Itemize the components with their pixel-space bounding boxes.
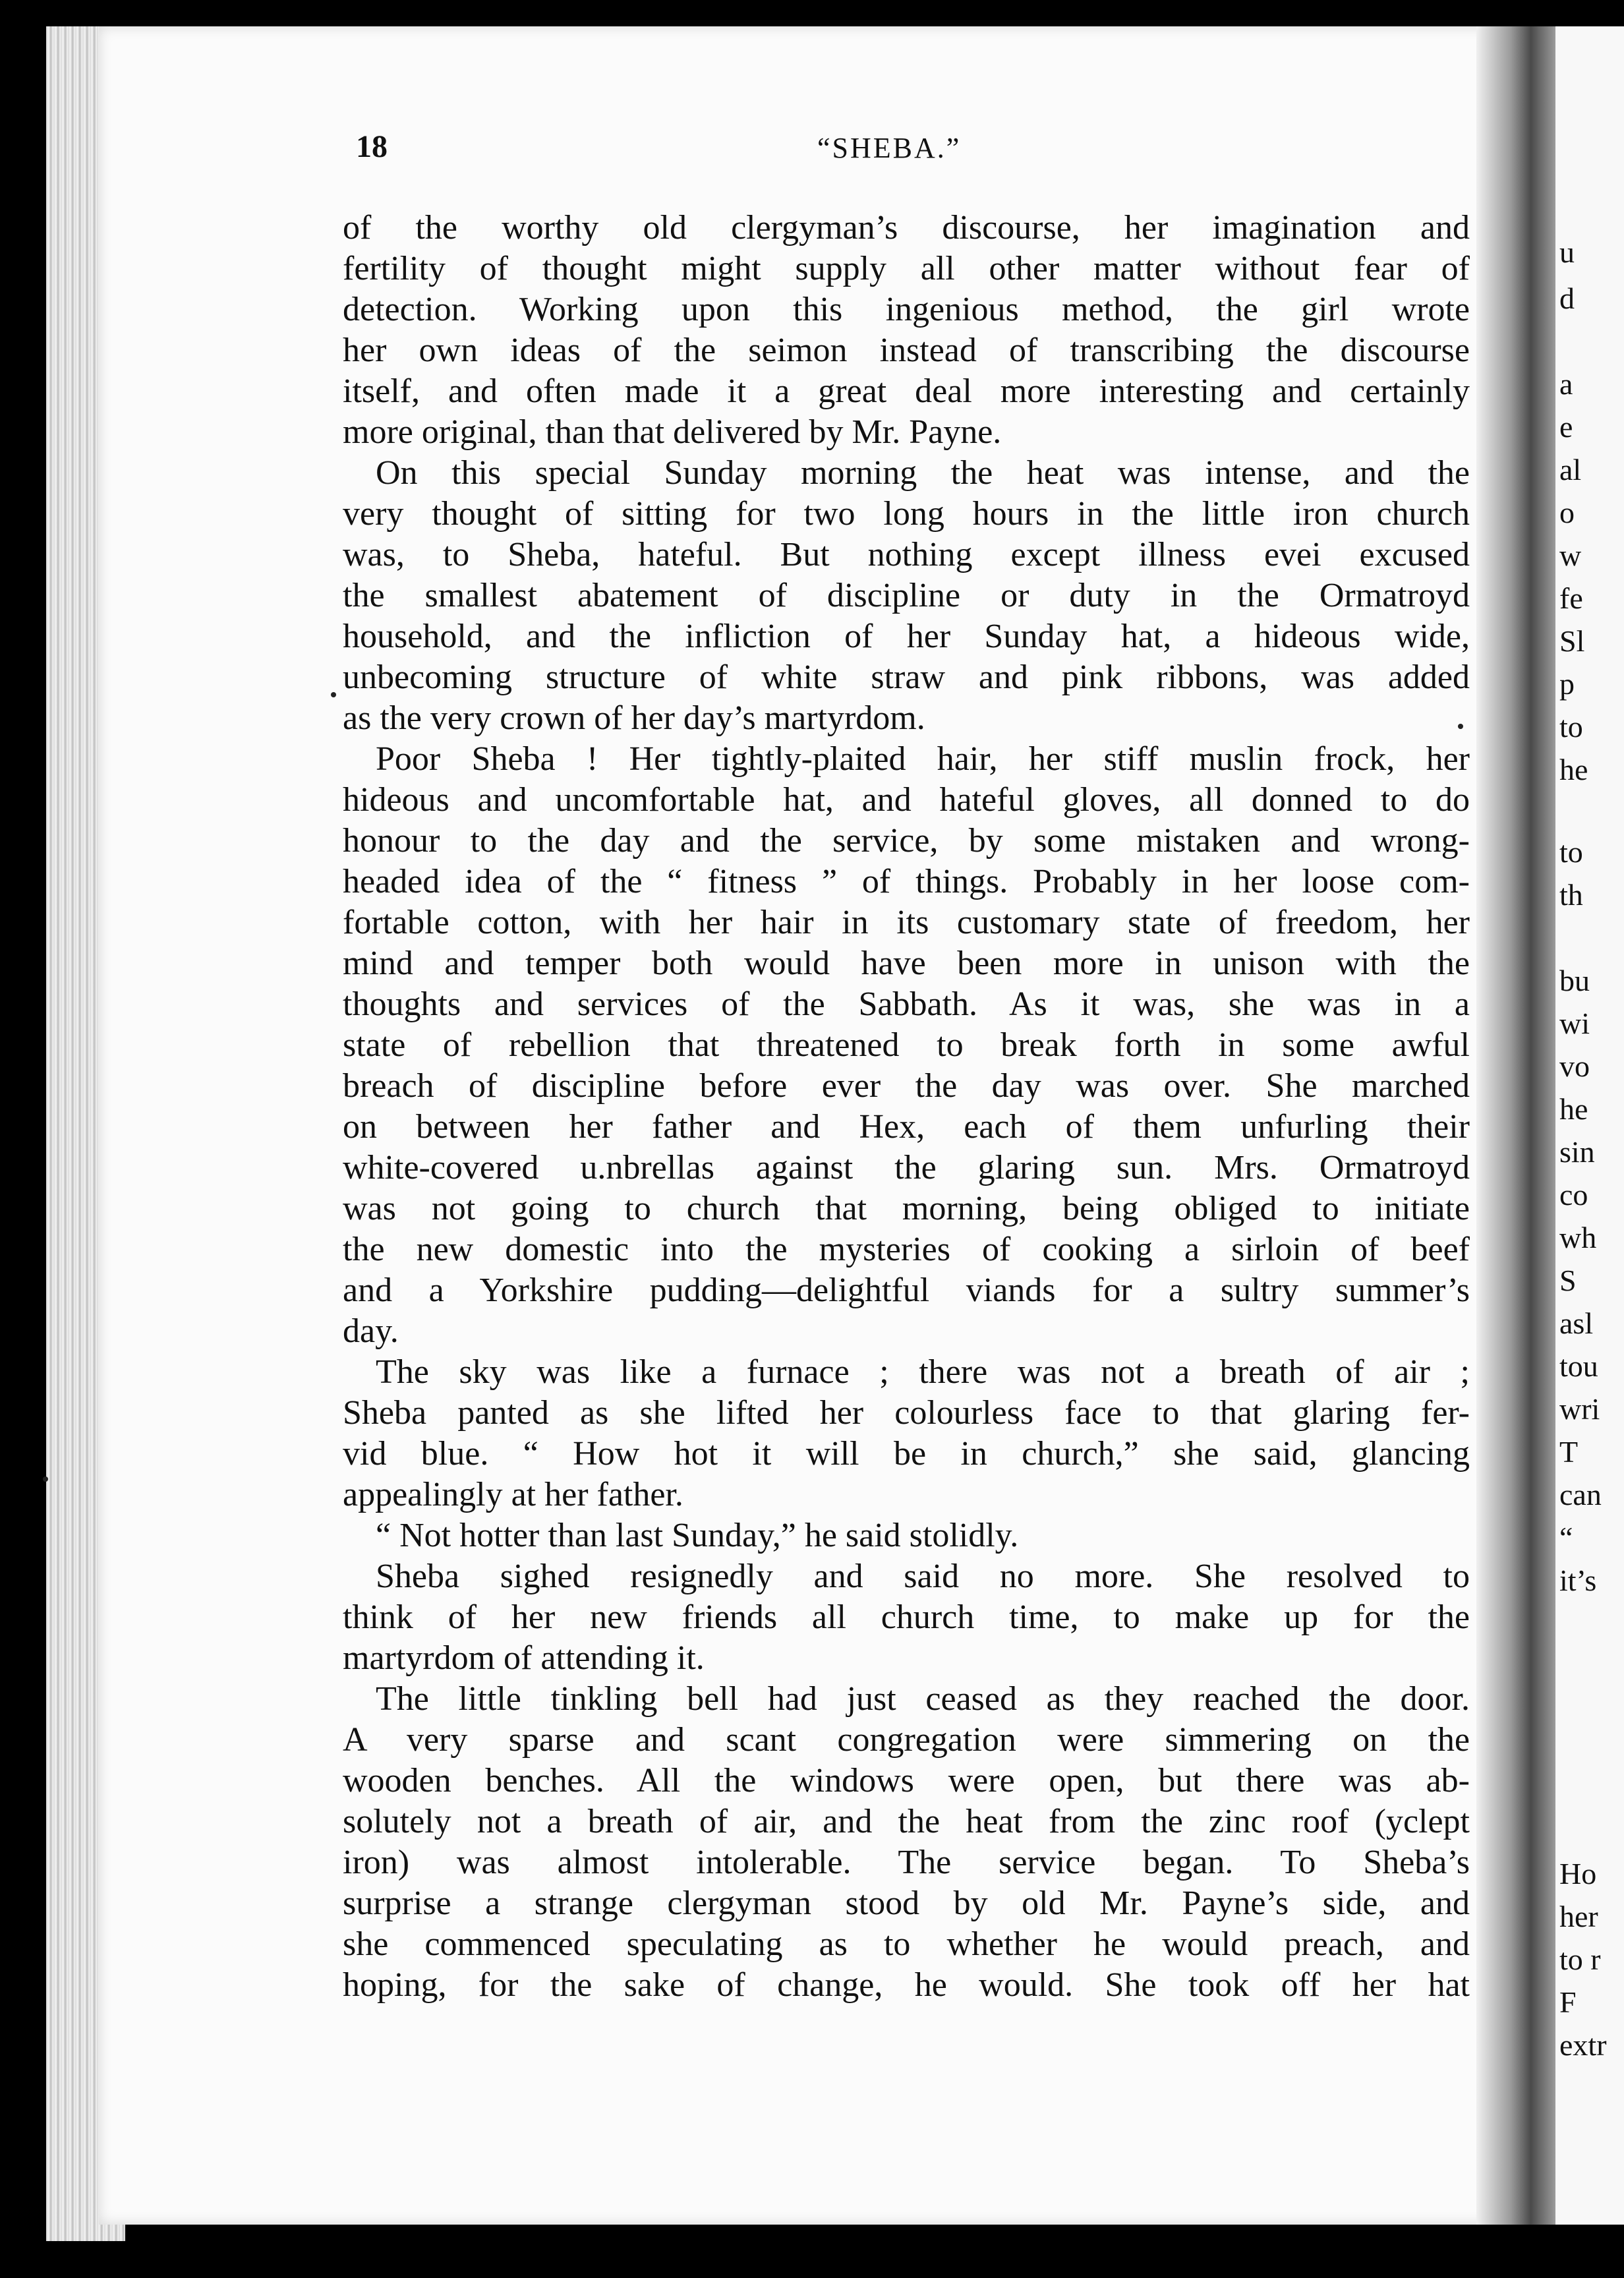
body-text: [343, 208, 1470, 2006]
text-line: headed idea of the “ fitness ” of things. Probably in her loose com-: [343, 863, 1470, 900]
text-line: iron) was almost intolerable. The service began. To Sheba’s: [343, 1844, 1470, 1881]
facing-page-text: bu: [1559, 964, 1590, 997]
facing-page-text: d: [1559, 281, 1575, 315]
text-line: and a Yorkshire pudding—delightful viands for a sultry summer’s: [343, 1271, 1470, 1309]
text-line: fertility of thought might supply all other matter without fear of: [343, 250, 1470, 287]
text-line: household, and the infliction of her Sunday hat, a hideous wide,: [343, 618, 1470, 655]
text-line: The sky was like a furnace ; there was not a breath of air ;: [376, 1353, 1470, 1391]
text-line: breach of discipline before ever the day was over. She marched: [343, 1067, 1470, 1105]
facing-page-text: F: [1559, 1985, 1577, 2019]
facing-page-text: extr: [1559, 2028, 1607, 2062]
text-line: hideous and uncomfortable hat, and hateful gloves, all donned to do: [343, 781, 1470, 819]
text-line: surprise a strange clergyman stood by old Mr. Payne’s side, and: [343, 1884, 1470, 1922]
text-line: Sheba panted as she lifted her colourless face to that glaring fer-: [343, 1394, 1470, 1432]
facing-page-text: to r: [1559, 1942, 1601, 1976]
text-line: Sheba sighed resignedly and said no more. She resolved to: [376, 1558, 1470, 1595]
facing-page-text: u: [1559, 235, 1575, 269]
facing-page-text: he: [1559, 1092, 1588, 1126]
facing-page-text: can: [1559, 1478, 1602, 1511]
text-line: on between her father and Hex, each of them unfurling their: [343, 1108, 1470, 1146]
facing-page-text: p: [1559, 667, 1575, 701]
facing-page-text: o: [1559, 496, 1575, 529]
text-line: more original, than that delivered by Mr. Payne.: [343, 413, 1002, 451]
text-line: was, to Sheba, hateful. But nothing except illness evei excused: [343, 536, 1470, 573]
text-line: honour to the day and the service, by some mistaken and wrong-: [343, 822, 1470, 860]
facing-page-text: to: [1559, 710, 1583, 744]
text-line: think of her new friends all church time, to make up for the: [343, 1598, 1470, 1636]
text-line: state of rebellion that threatened to break forth in some awful: [343, 1026, 1470, 1064]
text-line: mind and temper both would have been more in unison with the: [343, 945, 1470, 982]
facing-page-text: fe: [1559, 581, 1583, 615]
text-line: wooden benches. All the windows were open, but there was ab-: [343, 1762, 1470, 1799]
facing-page-text: S: [1559, 1264, 1577, 1297]
text-line: white-covered u.nbrellas against the glaring sun. Mrs. Ormatroyd: [343, 1149, 1470, 1186]
text-line: detection. Working upon this ingenious method, the girl wrote: [343, 291, 1470, 328]
facing-page-text: her: [1559, 1900, 1598, 1933]
text-line: fortable cotton, with her hair in its customary state of freedom, her: [343, 904, 1470, 941]
facing-page-text: it’s: [1559, 1563, 1597, 1597]
text-line: she commenced speculating as to whether he would preach, and: [343, 1925, 1470, 1963]
facing-page-text: asl: [1559, 1306, 1594, 1340]
text-line: “ Not hotter than last Sunday,” he said stolidly.: [376, 1517, 1019, 1554]
facing-page-text: “: [1559, 1521, 1573, 1554]
print-speck: [43, 1476, 48, 1482]
text-line: her own ideas of the seimon instead of transcribing the discourse: [343, 332, 1470, 369]
facing-page-text: a: [1559, 367, 1573, 401]
facing-page-text: wri: [1559, 1392, 1600, 1426]
facing-page-text: tou: [1559, 1349, 1598, 1383]
text-line: was not going to church that morning, being obliged to initiate: [343, 1190, 1470, 1227]
text-line: Poor Sheba ! Her tightly-plaited hair, her stiff muslin frock, her: [376, 740, 1470, 778]
print-speck: [331, 692, 336, 697]
facing-page-text: th: [1559, 878, 1583, 912]
text-line: thoughts and services of the Sabbath. As it was, she was in a: [343, 985, 1470, 1023]
facing-page-text: T: [1559, 1435, 1579, 1469]
text-line: of the worthy old clergyman’s discourse, her imagination and: [343, 209, 1470, 247]
facing-page-text: wi: [1559, 1007, 1590, 1040]
text-line: appealingly at her father.: [343, 1476, 683, 1513]
facing-page-text: Ho: [1559, 1857, 1597, 1890]
facing-page-text: al: [1559, 453, 1582, 486]
text-line: the new domestic into the mysteries of cooking a sirloin of beef: [343, 1231, 1470, 1268]
facing-page-fragment: [1555, 26, 1624, 2225]
running-title: “SHEBA.”: [817, 132, 962, 164]
text-line: as the very crown of her day’s martyrdom.: [343, 699, 925, 737]
text-line: solutely not a breath of air, and the heat from the zinc roof (yclept: [343, 1803, 1470, 1840]
facing-page-text: to: [1559, 835, 1583, 869]
running-head: [0, 129, 1624, 168]
text-line: itself, and often made it a great deal more interesting and certainly: [343, 372, 1470, 410]
facing-page-text: wh: [1559, 1221, 1597, 1254]
facing-page-text: w: [1559, 539, 1582, 572]
text-line: unbecoming structure of white straw and pink ribbons, was added: [343, 658, 1470, 696]
page-number: 18: [356, 129, 388, 164]
text-line: The little tinkling bell had just ceased as they reached the door.: [376, 1680, 1470, 1718]
facing-page-text: Sl: [1559, 624, 1585, 658]
text-line: the smallest abatement of discipline or duty in the Ormatroyd: [343, 577, 1470, 614]
facing-page-text: sin: [1559, 1135, 1595, 1169]
text-line: vid blue. “ How hot it will be in church,” she said, glancing: [343, 1435, 1470, 1473]
text-line: On this special Sunday morning the heat was intense, and the: [376, 454, 1470, 492]
facing-page-text: he: [1559, 753, 1588, 786]
facing-page-text: e: [1559, 410, 1573, 444]
text-line: hoping, for the sake of change, he would. She took off her hat: [343, 1966, 1470, 2004]
text-line: day.: [343, 1312, 399, 1350]
facing-page-text: vo: [1559, 1049, 1590, 1083]
text-line: very thought of sitting for two long hours in the little iron church: [343, 495, 1470, 533]
text-line: martyrdom of attending it.: [343, 1639, 705, 1677]
print-speck: [1458, 724, 1463, 729]
facing-page-text: co: [1559, 1178, 1588, 1212]
text-line: A very sparse and scant congregation were simmering on the: [343, 1721, 1470, 1759]
